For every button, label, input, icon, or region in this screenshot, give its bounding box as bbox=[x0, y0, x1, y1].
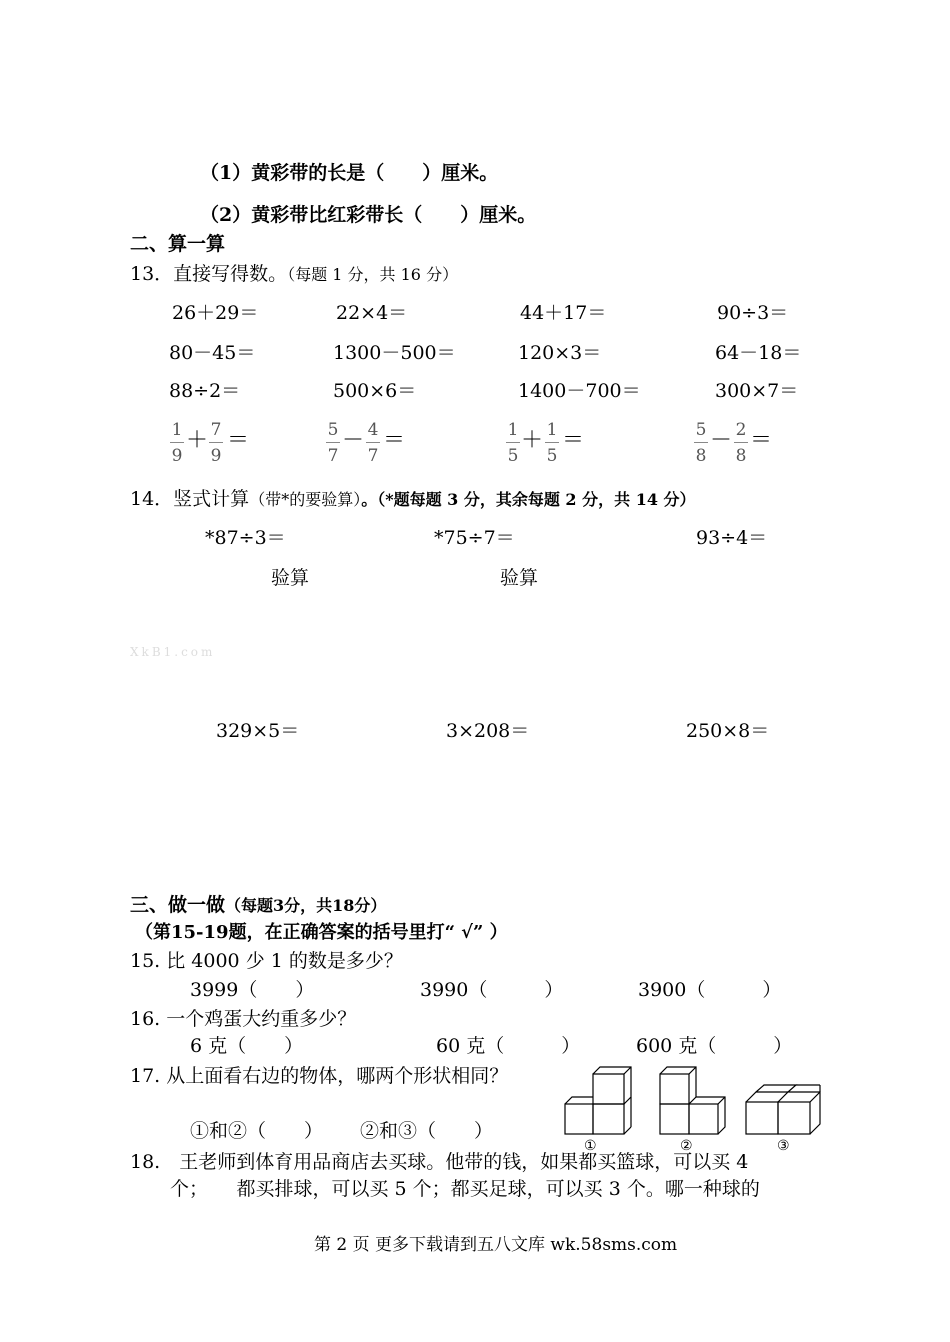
operator: ＋ bbox=[186, 428, 209, 453]
q13-title bbox=[130, 259, 458, 286]
denominator: 8 bbox=[735, 446, 747, 466]
q13-item: 1400－700＝ bbox=[518, 380, 641, 402]
q13-item: 80－45＝ bbox=[169, 342, 256, 364]
figure-label-2: ② bbox=[680, 1138, 693, 1154]
q14-problem: 329×5＝ bbox=[216, 720, 300, 742]
q14-problem: *87÷3＝ bbox=[205, 527, 286, 549]
q14-problem: *75÷7＝ bbox=[434, 527, 515, 549]
equals: ＝ bbox=[227, 428, 250, 453]
q13-item: 300×7＝ bbox=[715, 380, 799, 402]
q13-item: 88÷2＝ bbox=[169, 380, 241, 402]
section3-title bbox=[130, 890, 386, 917]
cube-figure-3 bbox=[742, 1080, 824, 1138]
page-footer: 第 2 页 更多下载请到五八文库 wk.58sms.com bbox=[314, 1235, 678, 1255]
q18-line2: 个； 都买排球，可以买 5 个；都买足球，可以买 3 个。哪一种球的 bbox=[170, 1178, 760, 1200]
q13-item: 90÷3＝ bbox=[717, 302, 789, 324]
denominator: 5 bbox=[507, 446, 519, 466]
numerator: 5 bbox=[695, 420, 707, 440]
q13-item: 64－18＝ bbox=[715, 342, 802, 364]
check-label: 验算 bbox=[271, 567, 310, 589]
denominator: 5 bbox=[546, 446, 558, 466]
q12-sub1: （1）黄彩带的长是（ ）厘米。 bbox=[200, 162, 499, 184]
q16-option[interactable]: 600 克（ ） bbox=[636, 1035, 793, 1057]
numerator: 5 bbox=[327, 420, 339, 440]
numerator: 1 bbox=[171, 420, 183, 440]
cube-figure-2 bbox=[655, 1066, 727, 1136]
q13-item: 44＋17＝ bbox=[520, 302, 607, 324]
q14-title bbox=[130, 484, 696, 511]
q14-note1: （带*的要验算） bbox=[249, 490, 362, 509]
check-label: 验算 bbox=[500, 567, 539, 589]
figure-label-3: ③ bbox=[777, 1138, 790, 1154]
q17-option[interactable]: ②和③（ ） bbox=[360, 1120, 494, 1142]
q14-title-text: 14．竖式计算 bbox=[130, 488, 250, 510]
section2-title: 二、算一算 bbox=[130, 233, 226, 255]
equals: ＝ bbox=[383, 428, 406, 453]
q15-option[interactable]: 3900（ ） bbox=[638, 979, 782, 1001]
q16-option[interactable]: 60 克（ ） bbox=[436, 1035, 581, 1057]
numerator: 2 bbox=[735, 420, 747, 440]
operator: ＋ bbox=[521, 428, 544, 453]
operator: － bbox=[710, 428, 733, 453]
denominator: 8 bbox=[695, 446, 707, 466]
q16-title: 16. 一个鸡蛋大约重多少？ bbox=[130, 1008, 357, 1030]
q14-problem: 93÷4＝ bbox=[696, 527, 768, 549]
q13-note: （每题 1 分，共 16 分） bbox=[287, 265, 459, 284]
numerator: 1 bbox=[507, 420, 519, 440]
q18-line1: 18. 王老师到体育用品商店去买球。他带的钱，如果都买篮球，可以买 4 bbox=[130, 1151, 749, 1173]
watermark: XkB1.com bbox=[130, 645, 216, 659]
equals: ＝ bbox=[562, 428, 585, 453]
q13-item: 26＋29＝ bbox=[172, 302, 259, 324]
numerator: 7 bbox=[210, 420, 222, 440]
q15-title: 15. 比 4000 少 1 的数是多少？ bbox=[130, 950, 403, 972]
q13-item: 1300－500＝ bbox=[333, 342, 456, 364]
q13-item: 500×6＝ bbox=[333, 380, 417, 402]
q12-sub2: （2）黄彩带比红彩带长（ ）厘米。 bbox=[200, 204, 537, 226]
numerator: 4 bbox=[367, 420, 379, 440]
q14-problem: 3×208＝ bbox=[446, 720, 530, 742]
denominator: 7 bbox=[367, 446, 379, 466]
q13-title-text: 13．直接写得数。 bbox=[130, 263, 288, 285]
equals: ＝ bbox=[750, 428, 773, 453]
q13-item: 120×3＝ bbox=[518, 342, 602, 364]
section3-note: （每题3分，共18分） bbox=[225, 896, 387, 915]
operator: － bbox=[342, 428, 365, 453]
numerator: 1 bbox=[546, 420, 558, 440]
cube-figure-1 bbox=[560, 1066, 632, 1136]
q17-option[interactable]: ①和②（ ） bbox=[190, 1120, 324, 1142]
q15-option[interactable]: 3999（ ） bbox=[190, 979, 315, 1001]
figure-label-1: ① bbox=[584, 1138, 597, 1154]
q17-title: 17. 从上面看右边的物体，哪两个形状相同？ bbox=[130, 1065, 509, 1087]
section3-title-text: 三、做一做 bbox=[130, 894, 226, 916]
q16-option[interactable]: 6 克（ ） bbox=[190, 1035, 304, 1057]
q13-item: 22×4＝ bbox=[336, 302, 408, 324]
q14-note2: 。（*题每题 3 分，其余每题 2 分，共 14 分） bbox=[361, 490, 696, 509]
q14-problem: 250×8＝ bbox=[686, 720, 770, 742]
denominator: 9 bbox=[210, 446, 222, 466]
section3-instruction: （第15-19题，在正确答案的括号里打“ √” ） bbox=[135, 922, 508, 943]
denominator: 9 bbox=[171, 446, 183, 466]
q15-option[interactable]: 3990（ ） bbox=[420, 979, 564, 1001]
denominator: 7 bbox=[327, 446, 339, 466]
